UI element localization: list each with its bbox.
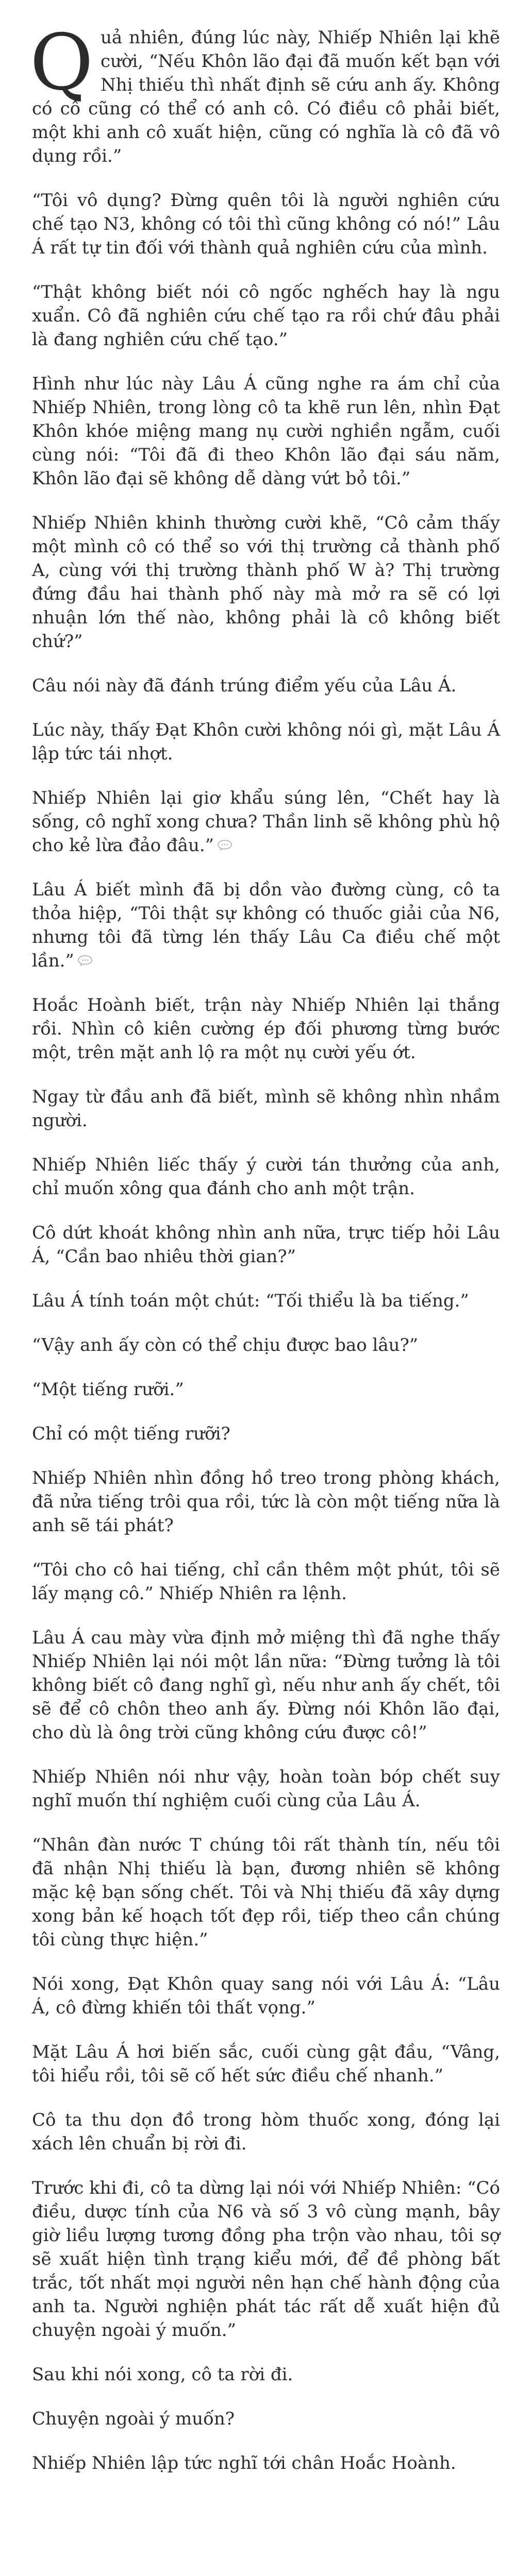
paragraph <box>32 1221 500 1268</box>
paragraph <box>32 2040 500 2088</box>
paragraph <box>32 511 500 653</box>
paragraph <box>32 2363 500 2386</box>
paragraph-text: Ngay từ đầu anh đã biết, mình sẽ không nhìn nhầm người. <box>32 1087 500 1131</box>
paragraph <box>32 674 500 698</box>
paragraph <box>32 1833 500 1952</box>
paragraph <box>32 878 500 973</box>
comment-bubble-icon[interactable] <box>77 955 93 966</box>
paragraph-text: “Tôi vô dụng? Đừng quên tôi là người nghiên cứu chế tạo N3, không có tôi thì cũng không có nó!” Lâu Á rất tự tin đối với thành quả nghiên cứu của mình. <box>32 190 500 258</box>
paragraph <box>32 1085 500 1132</box>
paragraph-text: Chỉ có một tiếng rưỡi? <box>32 1423 230 1444</box>
paragraph-text: Nhiếp Nhiên lại giơ khẩu súng lên, “Chết hay là sống, cô nghĩ xong chưa? Thần linh sẽ không phù hộ cho kẻ lừa đảo đâu.” <box>32 788 500 856</box>
paragraph <box>32 2451 500 2475</box>
paragraph <box>32 1466 500 1537</box>
paragraph-text: “Một tiếng rưỡi.” <box>32 1379 184 1400</box>
paragraph <box>32 1422 500 1446</box>
paragraph <box>32 993 500 1064</box>
paragraph <box>32 372 500 490</box>
paragraph-text: Sau khi nói xong, cô ta rời đi. <box>32 2364 293 2385</box>
paragraph-text: “Vậy anh ấy còn có thể chịu được bao lâu?” <box>32 1335 419 1355</box>
paragraph <box>32 1289 500 1313</box>
paragraph-text: Nói xong, Đạt Khôn quay sang nói với Lâu Á: “Lâu Á, cô đừng khiến tôi thất vọng.” <box>32 1974 500 2018</box>
paragraph-text: Hình như lúc này Lâu Á cũng nghe ra ám chỉ của Nhiếp Nhiên, trong lòng cô ta khẽ run lên, nhìn Đạt Khôn khóe miệng mang nụ cười nghiền ngẫm, cuối cùng nói: “Tôi đã đi theo Khôn lão đại sáu năm, Khôn lão đại sẽ không dễ dàng vứt bỏ tôi.” <box>32 374 500 489</box>
paragraph <box>32 1765 500 1812</box>
paragraph-text: Cô dứt khoát không nhìn anh nữa, trực tiếp hỏi Lâu Á, “Cần bao nhiêu thời gian?” <box>32 1223 500 1267</box>
paragraph-text: Lâu Á biết mình đã bị dồn vào đường cùng, cô ta thỏa hiệp, “Tôi thật sự không có thuốc giải của N6, nhưng tôi đã từng lén thấy Lâu Ca điều chế một lần.” <box>32 879 500 971</box>
paragraph-text: Nhiếp Nhiên nói như vậy, hoàn toàn bóp chết suy nghĩ muốn thí nghiệm cuối cùng của Lâu Á. <box>32 1767 500 1811</box>
paragraph-text: “Tôi cho cô hai tiếng, chỉ cần thêm một phút, tôi sẽ lấy mạng cô.” Nhiếp Nhiên ra lệnh. <box>32 1560 500 1604</box>
paragraph-text: “Thật không biết nói cô ngốc nghếch hay là ngu xuẩn. Cô đã nghiên cứu chế tạo ra rồi chứ đâu phải là đang nghiên cứu chế tạo.” <box>32 282 500 350</box>
paragraph <box>32 718 500 766</box>
paragraph-text: Cô ta thu dọn đồ trong hòm thuốc xong, đóng lại xách lên chuẩn bị rời đi. <box>32 2110 500 2154</box>
paragraph <box>32 1378 500 1401</box>
paragraph <box>32 2108 500 2156</box>
article-body <box>0 18 532 2475</box>
paragraph-text: Lúc này, thấy Đạt Khôn cười không nói gì, mặt Lâu Á lập tức tái nhợt. <box>32 720 500 764</box>
paragraph <box>32 786 500 857</box>
paragraph <box>32 1153 500 1200</box>
paragraph-text: “Nhân đàn nước T chúng tôi rất thành tín, nếu tôi đã nhận Nhị thiếu là bạn, đương nhiên sẽ không mặc kệ bạn sống chết. Tôi và Nhị thiếu đã xây dựng xong bản kế hoạch tốt đẹp rồi, tiếp theo cần chúng tôi cùng thực hiện.” <box>32 1835 500 1950</box>
paragraph <box>32 189 500 260</box>
paragraph-text: Mặt Lâu Á hơi biến sắc, cuối cùng gật đầu, “Vâng, tôi hiểu rồi, tôi sẽ cố hết sức điều chế nhanh.” <box>32 2042 500 2086</box>
paragraph-text: Nhiếp Nhiên khinh thường cười khẽ, “Cô cảm thấy một mình cô có thể so với thị trường cả thành phố A, cùng với thị trường thành phố W à? Thị trường đứng đầu hai thành phố này mà mở ra sẽ có lợi nhuận lớn thế nào, không phải là cô không biết chứ?” <box>32 513 500 652</box>
drop-cap: Q <box>30 18 93 108</box>
paragraph-text: Câu nói này đã đánh trúng điểm yếu của Lâu Á. <box>32 675 457 696</box>
paragraph <box>32 1626 500 1744</box>
paragraph <box>32 2176 500 2342</box>
paragraph-text: Trước khi đi, cô ta dừng lại nói với Nhiếp Nhiên: “Có điều, dược tính của N6 và số 3 vô cùng mạnh, bây giờ liều lượng tương đồng pha trộn vào nhau, tôi sợ sẽ xuất hiện tình trạng kiểu mới, để đề phòng bất trắc, tốt nhất mọi người nên hạn chế hành động của anh ta. Người nghiện phát tác rất dễ xuất hiện đủ chuyện ngoài ý muốn.” <box>32 2178 500 2341</box>
paragraph-text: uả nhiên, đúng lúc này, Nhiếp Nhiên lại khẽ cười, “Nếu Khôn lão đại đã muốn kết bạn với Nhị thiếu thì nhất định sẽ cứu anh ấy. Không có cô cũng có thể có anh cô. Có điều cô phải biết, một khi anh cô xuất hiện, cũng có nghĩa là cô đã vô dụng rồi.” <box>32 27 500 166</box>
paragraph-text: Chuyện ngoài ý muốn? <box>32 2409 235 2429</box>
paragraph-text: Hoắc Hoành biết, trận này Nhiếp Nhiên lại thắng rồi. Nhìn cô kiên cường ép đối phương từng bước một, trên mặt anh lộ ra một nụ cười yếu ớt. <box>32 995 500 1063</box>
comment-bubble-icon[interactable] <box>217 839 232 851</box>
paragraph <box>32 280 500 351</box>
paragraph-text: Lâu Á tính toán một chút: “Tối thiểu là ba tiếng.” <box>32 1291 469 1311</box>
paragraph <box>32 1333 500 1357</box>
paragraph <box>30 18 500 168</box>
paragraph-text: Nhiếp Nhiên liếc thấy ý cười tán thưởng của anh, chỉ muốn xông qua đánh cho anh một trận. <box>32 1155 500 1199</box>
paragraph <box>32 1972 500 2020</box>
paragraph-text: Nhiếp Nhiên nhìn đồng hồ treo trong phòng khách, đã nửa tiếng trôi qua rồi, tức là còn một tiếng nữa là anh sẽ tái phát? <box>32 1468 500 1536</box>
paragraph <box>32 2407 500 2431</box>
paragraph <box>32 1558 500 1605</box>
paragraph-text: Nhiếp Nhiên lập tức nghĩ tới chân Hoắc Hoành. <box>32 2453 456 2473</box>
paragraph-text: Lâu Á cau mày vừa định mở miệng thì đã nghe thấy Nhiếp Nhiên lại nói một lần nữa: “Đừng tưởng là tôi không biết cô đang nghĩ gì, nếu như anh ấy chết, tôi sẽ để cô chôn theo anh ấy. Đừng nói Khôn lão đại, cho dù là ông trời cũng không cứu được cô!” <box>32 1628 500 1743</box>
